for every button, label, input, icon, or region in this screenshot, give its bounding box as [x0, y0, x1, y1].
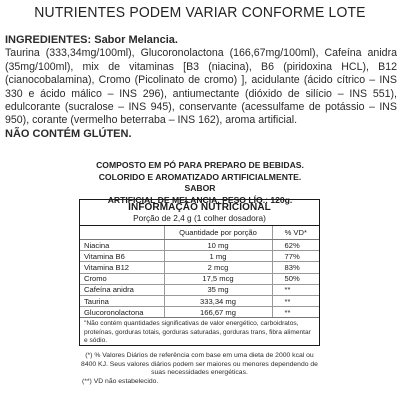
nutrition-header-blank — [80, 226, 164, 240]
nutrition-portion: Porção de 2,4 g (1 colher dosadora) — [133, 213, 266, 223]
ingredients-label: INGREDIENTES: Sabor Melancia. — [5, 34, 178, 46]
ingredients-section — [5, 34, 397, 141]
nutrient-name: Glucoronolactona — [80, 307, 164, 318]
nutrition-facts-box — [79, 199, 320, 346]
nutrition-header-vd: % VD* — [272, 226, 319, 240]
ingredients-text: Taurina (333,34mg/100ml), Glucoronolactona (166,67mg/100ml), Cafeína anidra (35mg/100ml), mix de vitaminas [B3 (niacina), B6 (piridoxina HCL), B12 (cianocobalamina), Cromo (Picolinato de cromo) ], acidulante (ácido cítrico – INS 330 e ácido málico – INS 296), antiumectante (dióxido de silício – INS 551), edulcorante (sucralose – INS 945), conservante (acessulfame de potássio – INS 950), corante (vermelho beterraba – INS 162), aroma artificial. — [5, 47, 397, 127]
nutrition-row — [80, 262, 319, 273]
nutrition-table — [80, 226, 319, 317]
nutrient-amount: 166,67 mg — [164, 307, 272, 318]
nutrition-row — [80, 284, 319, 295]
nutrient-amount: 1 mg — [164, 251, 272, 262]
nutrient-amount: 333,34 mg — [164, 295, 272, 306]
lot-variation-header: NUTRIENTES PODEM VARIAR CONFORME LOTE — [34, 4, 366, 21]
product-description-line: COMPOSTO EM PÓ PARA PREPARO DE BEBIDAS. — [96, 160, 304, 170]
daily-value-reference-note: (*) % Valores Diários de referência com base em uma dieta de 2000 kcal ou 8400 KJ. Seus valores diários podem ser maiores ou menores dependendo de suas necessidades energéticas. — [81, 352, 318, 377]
nutrient-vd: 62% — [284, 240, 300, 250]
nutrient-name: Vitamina B6 — [80, 251, 164, 262]
gluten-warning: NÃO CONTÉM GLÚTEN. — [5, 127, 132, 140]
nutrition-row — [80, 295, 319, 306]
nutrient-name: Cafeína anidra — [80, 284, 164, 295]
product-description-line: COLORIDO E AROMATIZADO ARTIFICIALMENTE. SABOR — [98, 171, 302, 193]
nutrient-vd: ** — [272, 284, 319, 295]
daily-value-not-established-note: (**) VD não estabelecido. — [82, 377, 159, 385]
nutrient-vd: ** — [272, 295, 319, 306]
nutrition-row — [80, 273, 319, 284]
nutrient-vd: 50% — [272, 273, 319, 284]
nutrient-amount: 10 mg — [164, 240, 272, 251]
nutrient-name: Niacina — [84, 240, 110, 250]
nutrition-title: INFORMAÇÃO NUTRICIONAL — [128, 202, 271, 213]
nutrient-vd: ** — [272, 307, 319, 318]
nutrition-row — [80, 251, 319, 262]
nutrient-name: Cromo — [80, 273, 164, 284]
nutrition-note: "Não contém quantidades significativas de valor energético, carboidratos, proteínas, gorduras totais, gorduras saturadas, gorduras trans, fibra alimentar e sódio. — [80, 317, 319, 345]
nutrition-row — [80, 240, 319, 251]
nutrition-header-row — [80, 226, 319, 240]
nutrient-name: Vitamina B12 — [80, 262, 164, 273]
nutrient-name: Taurina — [80, 295, 164, 306]
nutrient-vd: 77% — [272, 251, 319, 262]
daily-value-footnote — [79, 352, 320, 386]
nutrient-vd: 83% — [272, 262, 319, 273]
nutrition-row — [80, 307, 319, 318]
nutrient-amount: 17,5 mcg — [164, 273, 272, 284]
nutrient-amount: 2 mcg — [164, 262, 272, 273]
product-description-line: ARTIFICIAL DE MELANCIA. PESO LÍQ.: 120g. — [107, 194, 293, 205]
nutrition-header-amount: Quantidade por porção — [164, 226, 272, 240]
nutrient-amount: 35 mg — [164, 284, 272, 295]
